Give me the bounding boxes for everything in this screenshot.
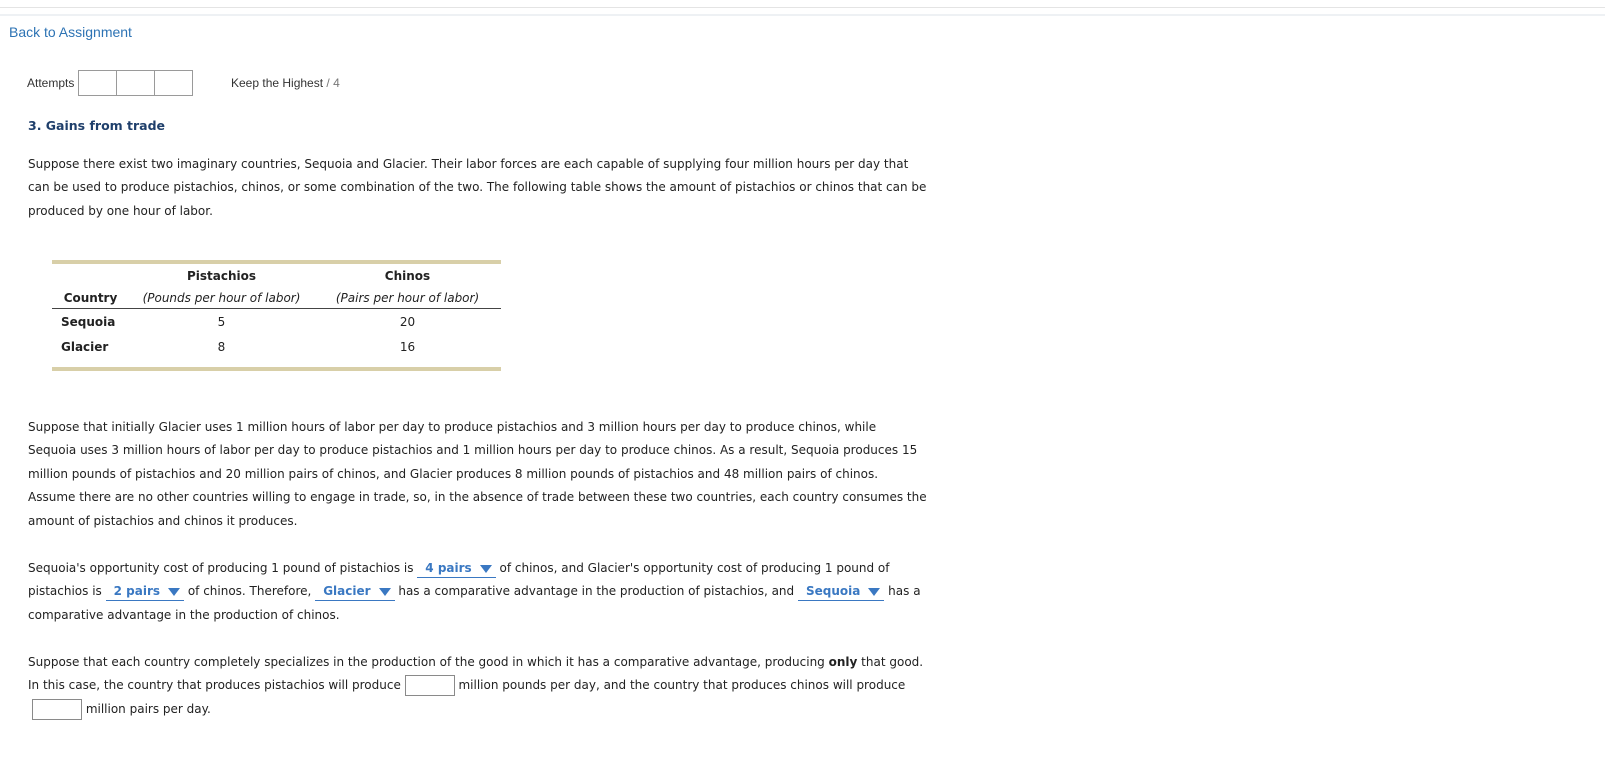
table-cell-country: Sequoia bbox=[61, 314, 116, 329]
keep-highest-label bbox=[231, 76, 340, 90]
glacier-opp-cost-dropdown[interactable] bbox=[106, 583, 184, 601]
attempt-box bbox=[154, 70, 193, 96]
table-cell-chinos: 20 bbox=[399, 314, 416, 329]
table-header-country: Country bbox=[52, 288, 129, 309]
opp-text-3: of chinos. Therefore, bbox=[184, 584, 316, 599]
max-attempts: 4 bbox=[333, 76, 340, 90]
attempts-tracker bbox=[27, 70, 193, 96]
table-header-blank bbox=[52, 264, 129, 288]
spec-text-1: Suppose that each country completely specializes in the production of the good in which it has a comparative advantage, producing bbox=[28, 655, 829, 669]
production-table bbox=[52, 260, 501, 371]
attempt-box bbox=[116, 70, 154, 96]
table-header-pistachios: Pistachios bbox=[186, 269, 257, 283]
dropdown-value: 4 pairs bbox=[425, 561, 472, 575]
table-cell-country: Glacier bbox=[61, 339, 109, 354]
caret-down-icon bbox=[480, 565, 492, 573]
chinos-advantage-dropdown[interactable] bbox=[798, 583, 884, 601]
pistachio-output-input[interactable] bbox=[405, 675, 455, 696]
table-header-chinos: Chinos bbox=[384, 269, 431, 283]
table-row bbox=[52, 334, 501, 359]
keep-highest-text: Keep the Highest bbox=[231, 76, 324, 90]
pistachio-advantage-dropdown[interactable] bbox=[315, 583, 394, 601]
table-bottom-rule bbox=[52, 367, 501, 371]
opp-text-4: has a comparative advantage in the production of pistachios, and bbox=[394, 584, 798, 599]
top-border-secondary bbox=[0, 14, 1605, 16]
caret-down-icon bbox=[379, 588, 391, 596]
attempts-label: Attempts bbox=[27, 76, 75, 90]
back-to-assignment-link[interactable]: Back to Assignment bbox=[9, 24, 132, 40]
question-title: 3. Gains from trade bbox=[28, 118, 166, 133]
dropdown-value: Glacier bbox=[323, 584, 371, 599]
dropdown-value: 2 pairs bbox=[113, 584, 160, 599]
caret-down-icon bbox=[168, 588, 180, 596]
caret-down-icon bbox=[868, 588, 880, 596]
opp-text-5: has a comparative advantage in the production of chinos. bbox=[28, 584, 921, 622]
top-border bbox=[0, 7, 1605, 8]
table-cell-pistachios: 5 bbox=[217, 314, 226, 329]
spec-text-2: that good. In this case, the country that produces pistachios will produce bbox=[28, 655, 924, 693]
intro-paragraph: Suppose there exist two imaginary countries, Sequoia and Glacier. Their labor forces are each capable of supplying four million hours per day that can be used to produce pistachios, chinos, or some combination of the two. The following table shows the amount of pistachios or chinos that can be produced by one hour of labor. bbox=[28, 157, 927, 218]
opp-text-1: Sequoia's opportunity cost of producing 1 pound of pistachios is bbox=[28, 561, 418, 575]
dropdown-value: Sequoia bbox=[805, 584, 861, 599]
chinos-output-input[interactable] bbox=[32, 699, 82, 720]
table-cell-pistachios: 8 bbox=[217, 339, 226, 354]
specialization-paragraph bbox=[28, 651, 928, 721]
sequoia-opp-cost-dropdown[interactable] bbox=[417, 560, 495, 578]
spec-text-4: million pairs per day. bbox=[82, 701, 211, 716]
spec-text-3: million pounds per day, and the country that produces chinos will produce bbox=[454, 678, 906, 693]
spec-bold-only: only bbox=[828, 655, 858, 669]
table-cell-chinos: 16 bbox=[399, 339, 416, 354]
scenario-paragraph: Suppose that initially Glacier uses 1 million hours of labor per day to produce pistachios and 3 million hours per day to produce chinos, while Sequoia uses 3 million hours of labor per day to produce pistachios and 1 million hours per day to produce chinos. As a result, Sequoia produces 15 million pounds of pistachios and 20 million pairs of chinos, and Glacier produces 8 million pounds of pistachios and 48 million pairs of chinos. Assume there are no other countries willing to engage in trade, so, in the absence of trade between these two countries, each country consumes the amount of pistachios and chinos it produces. bbox=[28, 420, 927, 528]
table-unit-chinos: (Pairs per hour of labor) bbox=[314, 288, 501, 309]
opportunity-cost-paragraph bbox=[28, 557, 928, 627]
max-separator: / bbox=[326, 76, 330, 90]
opp-text-2: of chinos, and Glacier's opportunity cost of producing 1 pound of pistachios is bbox=[28, 561, 890, 599]
table-row bbox=[52, 309, 501, 335]
attempt-box bbox=[78, 70, 116, 96]
table-unit-pistachios: (Pounds per hour of labor) bbox=[129, 288, 314, 309]
